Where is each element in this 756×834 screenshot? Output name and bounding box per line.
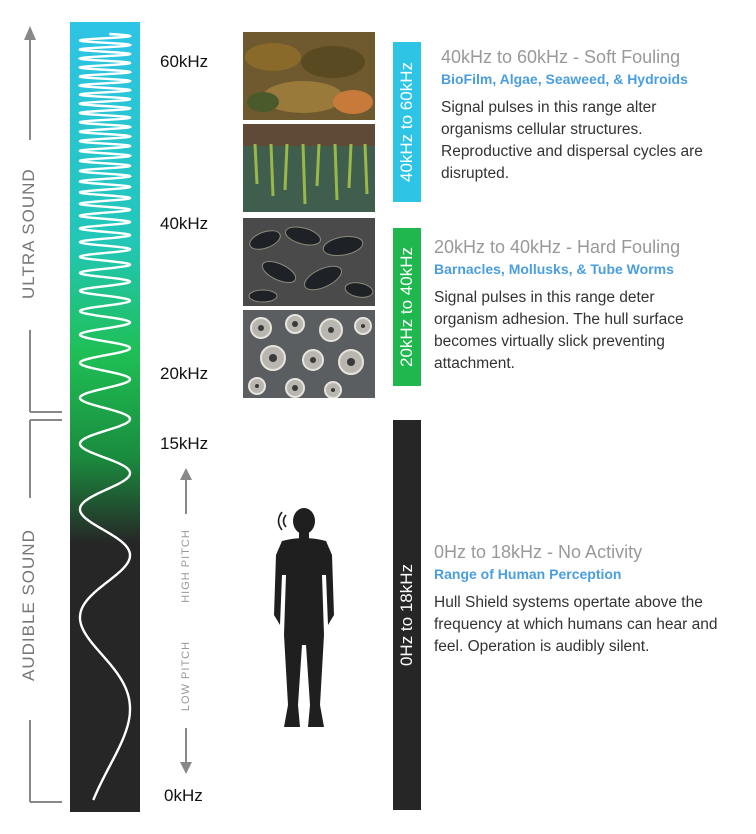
band-title: 40kHz to 60kHz - Soft Fouling (441, 47, 681, 67)
barnacles-photo (243, 310, 375, 398)
band-title: 20kHz to 40kHz - Hard Fouling (434, 237, 681, 257)
band-title: 0Hz to 18kHz - No Activity (434, 542, 643, 562)
audible-sound-label: AUDIBLE SOUND (19, 529, 38, 681)
pitch-arrows (176, 466, 196, 786)
high-pitch-label: HIGH PITCH (180, 529, 192, 603)
no-activity-block (434, 542, 744, 658)
human-silhouette-icon (262, 505, 352, 735)
freq-label-15: 15kHz (160, 434, 209, 453)
seaweed-strands-photo (243, 124, 375, 212)
band-description: Signal pulses in this range deter organism adhesion. The hull surface becomes virtually slick preventing attachment. (434, 289, 684, 372)
band-bar-hard-fouling (393, 228, 421, 386)
freq-label-0: 0kHz (164, 786, 203, 805)
freq-label-60: 60kHz (160, 52, 209, 71)
mussels-photo (243, 218, 375, 306)
freq-label-40: 40kHz (160, 214, 209, 233)
band-description: Signal pulses in this range alter organisms cellular structures. Reproductive and dispersal cycles are disrupted. (441, 99, 703, 182)
band-subtitle: Range of Human Perception (434, 566, 622, 582)
low-pitch-label: LOW PITCH (180, 640, 192, 712)
hard-fouling-block (434, 237, 734, 375)
band-subtitle: Barnacles, Mollusks, & Tube Worms (434, 261, 674, 277)
band-bar-no-activity (393, 420, 421, 810)
band-bar-label: 20kHz to 40kHz (397, 247, 416, 367)
ultra-arrow-up-icon (24, 26, 36, 40)
rock-algae-photo (243, 32, 375, 120)
band-bar-label: 40kHz to 60kHz (397, 62, 416, 182)
band-subtitle: BioFilm, Algae, Seaweed, & Hydroids (441, 71, 688, 87)
frequency-gradient-bar (70, 22, 140, 812)
arrow-down-icon (180, 762, 192, 774)
band-bar-soft-fouling (393, 42, 421, 202)
ultra-sound-label: ULTRA SOUND (19, 168, 38, 299)
soft-fouling-block (441, 47, 741, 185)
sound-waves-icon (279, 512, 287, 530)
band-description: Hull Shield systems opertate above the frequency at which humans can hear and feel. Operation is audibly silent. (434, 594, 718, 655)
freq-label-20: 20kHz (160, 364, 209, 383)
band-bar-label: 0Hz to 18kHz (397, 563, 416, 667)
